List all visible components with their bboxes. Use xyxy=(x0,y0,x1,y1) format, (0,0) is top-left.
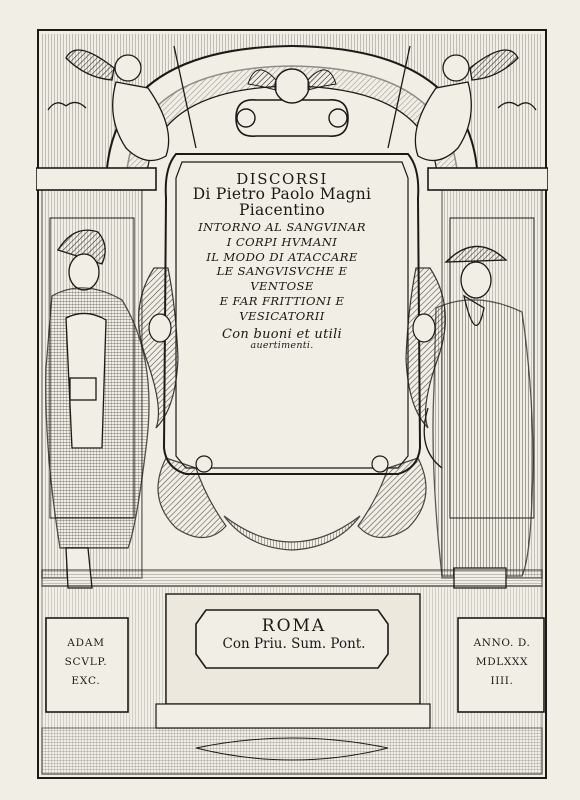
engraver-line-3: EXC. xyxy=(71,675,101,687)
title-line-origin: Piacentino xyxy=(239,201,325,220)
date-line-2: MDLXXX xyxy=(475,656,529,668)
title-line-discorsi: DISCORSI xyxy=(236,170,328,188)
title-line-subject-6: E FAR FRITTIONI E xyxy=(219,293,345,308)
title-line-subject-4: LE SANGVISVCHE E xyxy=(216,264,348,279)
imprint-privilege: Con Priu. Sum. Pont. xyxy=(222,636,366,652)
title-line-subject-3: IL MODO DI ATACCARE xyxy=(206,249,358,264)
title-line-advice-1: Con buoni et utili xyxy=(222,326,342,342)
title-line-subject-1: INTORNO AL SANGVINAR xyxy=(198,219,366,234)
title-line-subject-2: I CORPI HVMANI xyxy=(226,234,338,249)
title-line-subject-7: VESICATORII xyxy=(239,308,325,323)
date-line-1: ANNO. D. xyxy=(473,637,531,649)
title-line-author: Di Pietro Paolo Magni xyxy=(192,185,372,204)
imprint-tablet xyxy=(206,610,382,660)
title-line-subject-5: VENTOSE xyxy=(250,279,314,294)
title-line-advice-2: auertimenti. xyxy=(250,339,314,351)
imprint-city: ROMA xyxy=(261,616,327,636)
date-plaque xyxy=(462,634,542,710)
title-cartouche xyxy=(176,158,388,458)
date-line-3: IIII. xyxy=(490,675,514,687)
engraver-line-2: SCVLP. xyxy=(64,656,108,668)
engraver-line-1: ADAM xyxy=(67,637,105,649)
engraver-plaque xyxy=(48,634,124,710)
